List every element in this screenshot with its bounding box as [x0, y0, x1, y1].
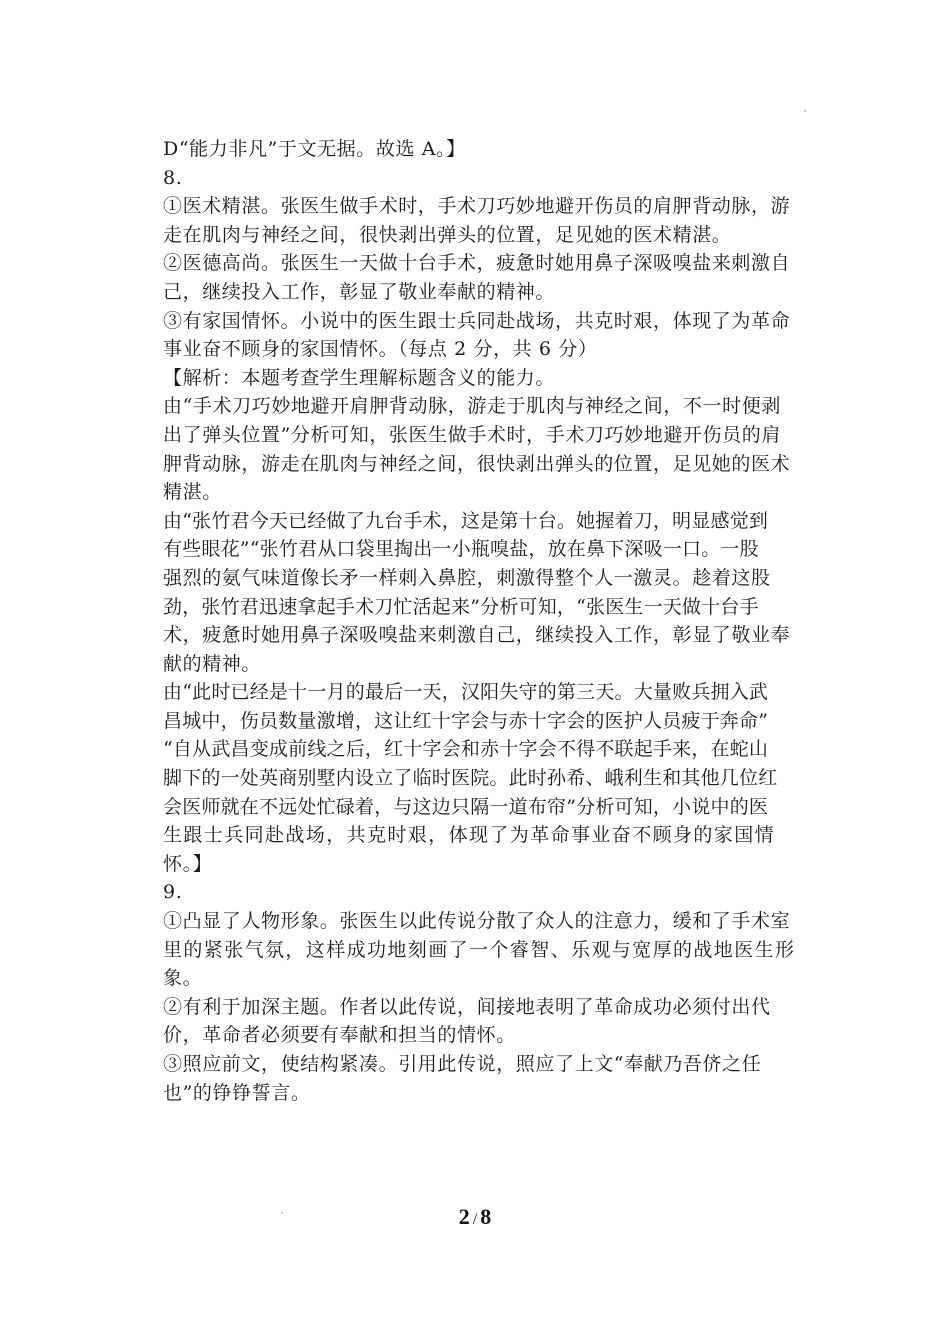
- text-line: 己，继续投入工作，彰显了敬业奉献的精神。: [163, 280, 556, 303]
- total-page-count: 8: [480, 1204, 492, 1229]
- text-line: 怀。】: [163, 852, 213, 875]
- text-line: 出了弹头位置”分析可知，张医生做手术时，手术刀巧妙地避开伤员的肩: [163, 423, 781, 446]
- page-number: [0, 1204, 950, 1230]
- text-line: 价，革命者必须要有奉献和担当的情怀。: [163, 1024, 516, 1047]
- text-line: ②有利于加深主题。作者以此传说，间接地表明了革命成功必须付出代: [163, 995, 771, 1018]
- text-line: ①凸显了人物形象。张医生以此传说分散了众人的注意力，缓和了手术室: [163, 910, 791, 933]
- text-line: 精湛。: [163, 481, 222, 504]
- text-line: 术，疲惫时她用鼻子深吸嗅盐来刺激自己，继续投入工作，彰显了敬业奉: [163, 624, 791, 647]
- text-line: ③有家国情怀。小说中的医生跟士兵同赴战场，共克时艰，体现了为革命: [163, 309, 791, 332]
- scan-speck: [804, 110, 806, 112]
- text-line: 事业奋不顾身的家国情怀。（每点 2 分，共 6 分）: [163, 338, 598, 361]
- text-line: 由“张竹君今天已经做了九台手术，这是第十台。她握着刀，明显感觉到: [163, 509, 769, 532]
- text-line: 8.: [163, 166, 183, 189]
- text-line: “自从武昌变成前线之后，红十字会和赤十字会不得不联起手来，在蛇山: [163, 738, 769, 761]
- text-line: 胛背动脉，游走在肌肉与神经之间，很快剥出弹头的位置，足见她的医术: [163, 452, 791, 475]
- text-line: 由“此时已经是十一月的最后一天，汉阳失守的第三天。大量败兵拥入武: [163, 681, 769, 704]
- text-line: 9.: [163, 881, 183, 904]
- text-line: 里的紧张气氛，这样成功地刻画了一个睿智、乐观与宽厚的战地医生形: [163, 938, 796, 961]
- text-line: 由“手术刀巧妙地避开肩胛背动脉，游走于肌肉与神经之间，不一时便剥: [163, 395, 781, 418]
- text-line: 象。: [163, 967, 203, 990]
- text-line: 强烈的氨气味道像长矛一样刺入鼻腔，刺激得整个人一激灵。趁着这股: [163, 566, 771, 589]
- text-line: 献的精神。: [163, 652, 262, 675]
- text-line: 昌城中，伤员数量激增，这让红十字会与赤十字会的医护人员疲于奔命”: [163, 709, 769, 732]
- text-line: 【解析：本题考查学生理解标题含义的能力。: [163, 366, 556, 389]
- text-line: 走在肌肉与神经之间，很快剥出弹头的位置，足见她的医术精湛。: [163, 223, 732, 246]
- text-line: ③照应前文，使结构紧凑。引用此传说，照应了上文“奉献乃吾侪之任: [163, 1053, 762, 1075]
- text-line: 生跟士兵同赴战场，共克时艰，体现了为革命事业奋不顾身的家国情: [163, 824, 776, 847]
- page-separator: /: [472, 1211, 478, 1228]
- text-line: 脚下的一处英商别墅内设立了临时医院。此时孙希、峨利生和其他几位红: [163, 767, 778, 790]
- text-line: ②医德高尚。张医生一天做十台手术，疲惫时她用鼻子深吸嗅盐来刺激自: [163, 252, 791, 275]
- document-body: [163, 135, 796, 1107]
- text-line: 劲，张竹君迅速拿起手术刀忙活起来”分析可知，“张医生一天做十台手: [163, 595, 759, 618]
- current-page-number: 2: [458, 1204, 470, 1229]
- text-line: 会医师就在不远处忙碌着，与这边只隔一道布帘”分析可知，小说中的医: [163, 795, 769, 818]
- text-line: D“能力非凡”于文无据。故选 A。】: [163, 138, 466, 160]
- text-line: 也”的铮铮誓言。: [163, 1081, 311, 1104]
- text-line: 有些眼花”“张竹君从口袋里掏出一小瓶嗅盐，放在鼻下深吸一口。一股: [163, 538, 759, 561]
- text-line: ①医术精湛。张医生做手术时，手术刀巧妙地避开伤员的肩胛背动脉，游: [163, 195, 791, 218]
